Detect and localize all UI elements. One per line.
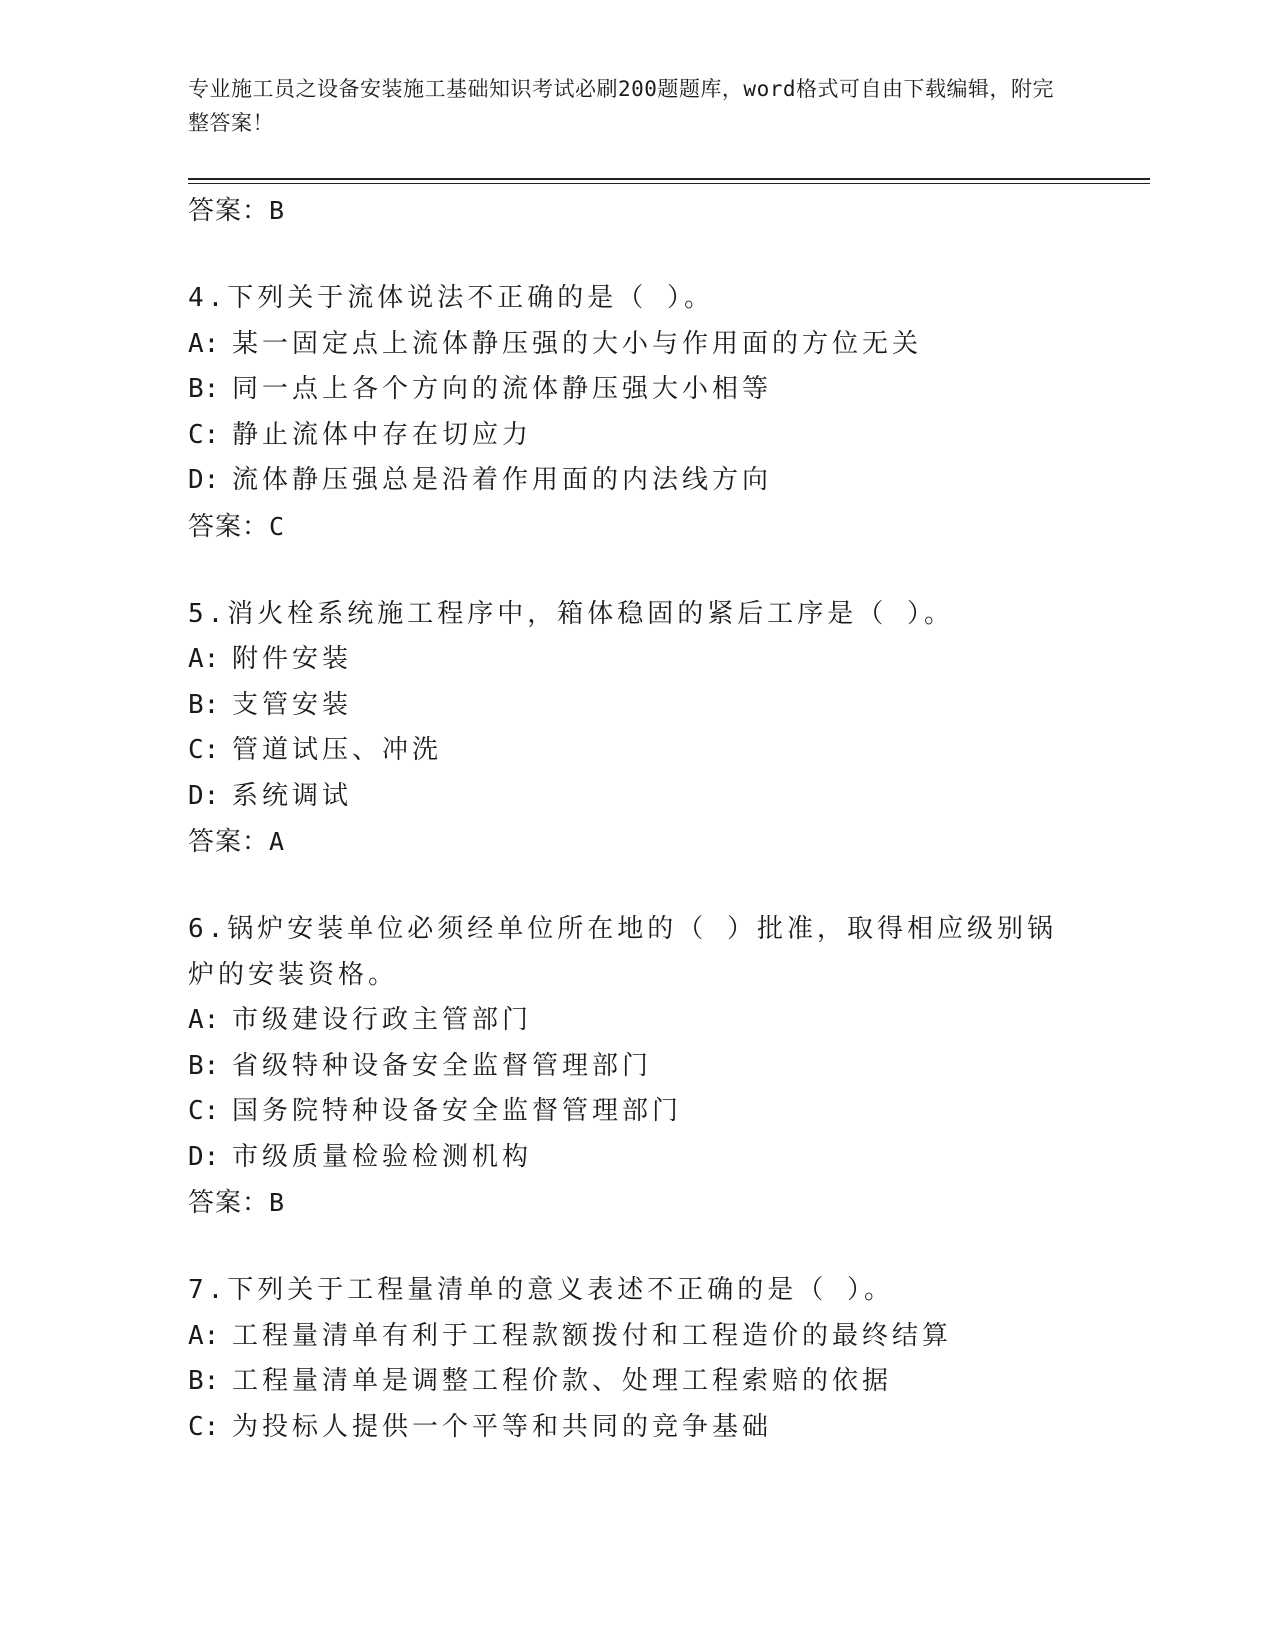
- answer-label: 答案：: [188, 511, 270, 542]
- option-text: 工程量清单有利于工程款额拨付和工程造价的最终结算: [232, 1320, 953, 1351]
- option-b: [188, 1044, 1088, 1090]
- option-text: 工程量清单是调整工程价款、处理工程索赔的依据: [232, 1366, 893, 1396]
- question-block: [188, 907, 1088, 1226]
- option-letter: B:: [188, 1366, 220, 1396]
- option-c: [188, 413, 1088, 459]
- option-text: 静止流体中存在切应力: [232, 419, 533, 450]
- option-d: [188, 774, 1088, 820]
- option-a: [188, 637, 1088, 683]
- option-text: 流体静压强总是沿着作用面的内法线方向: [232, 465, 773, 495]
- question-list: [188, 188, 1088, 1450]
- option-letter: A:: [188, 1005, 220, 1035]
- answer-key: B: [269, 196, 286, 225]
- option-letter: B:: [188, 689, 220, 720]
- answer-key: A: [269, 827, 286, 856]
- option-letter: B:: [188, 1050, 220, 1081]
- spacer: [188, 865, 1088, 907]
- option-text: 省级特种设备安全监督管理部门: [232, 1050, 653, 1081]
- option-text: 系统调试: [232, 780, 353, 811]
- option-a: [188, 1314, 1088, 1360]
- answer-line: [188, 819, 1088, 865]
- option-letter: D:: [188, 1141, 220, 1172]
- option-text: 市级建设行政主管部门: [232, 1005, 533, 1035]
- option-b: [188, 1359, 1088, 1405]
- option-c: [188, 1089, 1088, 1135]
- option-text: 管道试压、冲洗: [232, 735, 443, 765]
- option-a: [188, 998, 1088, 1044]
- question-text: 6.锅炉安装单位必须经单位所在地的（ ）批准，取得相应级别锅炉的安装资格。: [188, 914, 1057, 990]
- option-c: [188, 1405, 1088, 1451]
- document-header: 专业施工员之设备安装施工基础知识考试必刷200题题库，word格式可自由下载编辑，附完整答案！: [188, 77, 1054, 135]
- option-a: [188, 322, 1088, 368]
- header-divider-thick: [188, 178, 1150, 180]
- option-d: [188, 458, 1088, 504]
- option-b: [188, 367, 1088, 413]
- option-letter: D:: [188, 465, 220, 495]
- question-block: [188, 276, 1088, 550]
- option-letter: D:: [188, 780, 220, 811]
- answer-label: 答案：: [188, 196, 270, 226]
- option-letter: A:: [188, 328, 220, 359]
- option-text: 为投标人提供一个平等和共同的竞争基础: [232, 1411, 773, 1442]
- question-text: 7.下列关于工程量清单的意义表述不正确的是（ ）。: [188, 1275, 894, 1305]
- spacer: [188, 1226, 1088, 1268]
- option-letter: B:: [188, 374, 220, 404]
- question-block: [188, 1268, 1088, 1450]
- question-block: [188, 592, 1088, 866]
- answer-line: [188, 1180, 1088, 1226]
- question-text: 4.下列关于流体说法不正确的是（ ）。: [188, 283, 714, 313]
- option-letter: A:: [188, 1320, 220, 1351]
- answer-line: [188, 188, 1088, 234]
- spacer: [188, 550, 1088, 592]
- answer-key: B: [269, 1188, 286, 1217]
- option-text: 支管安装: [232, 689, 353, 720]
- answer-key: C: [269, 511, 286, 541]
- spacer: [188, 234, 1088, 276]
- answer-label: 答案：: [188, 1188, 270, 1218]
- option-c: [188, 728, 1088, 774]
- option-letter: C:: [188, 419, 220, 450]
- option-b: [188, 683, 1088, 729]
- option-text: 市级质量检验检测机构: [232, 1141, 533, 1172]
- option-letter: C:: [188, 1096, 220, 1126]
- option-letter: C:: [188, 735, 220, 765]
- option-text: 同一点上各个方向的流体静压强大小相等: [232, 374, 773, 404]
- option-d: [188, 1135, 1088, 1181]
- question-text: 5.消火栓系统施工程序中，箱体稳固的紧后工序是（ ）。: [188, 598, 954, 629]
- option-text: 某一固定点上流体静压强的大小与作用面的方位无关: [232, 328, 923, 359]
- option-letter: A:: [188, 644, 220, 674]
- answer-line: [188, 504, 1088, 550]
- option-letter: C:: [188, 1411, 220, 1442]
- option-text: 国务院特种设备安全监督管理部门: [232, 1096, 683, 1126]
- option-text: 附件安装: [232, 644, 353, 674]
- header-divider-thin: [188, 183, 1150, 184]
- answer-label: 答案：: [188, 827, 270, 857]
